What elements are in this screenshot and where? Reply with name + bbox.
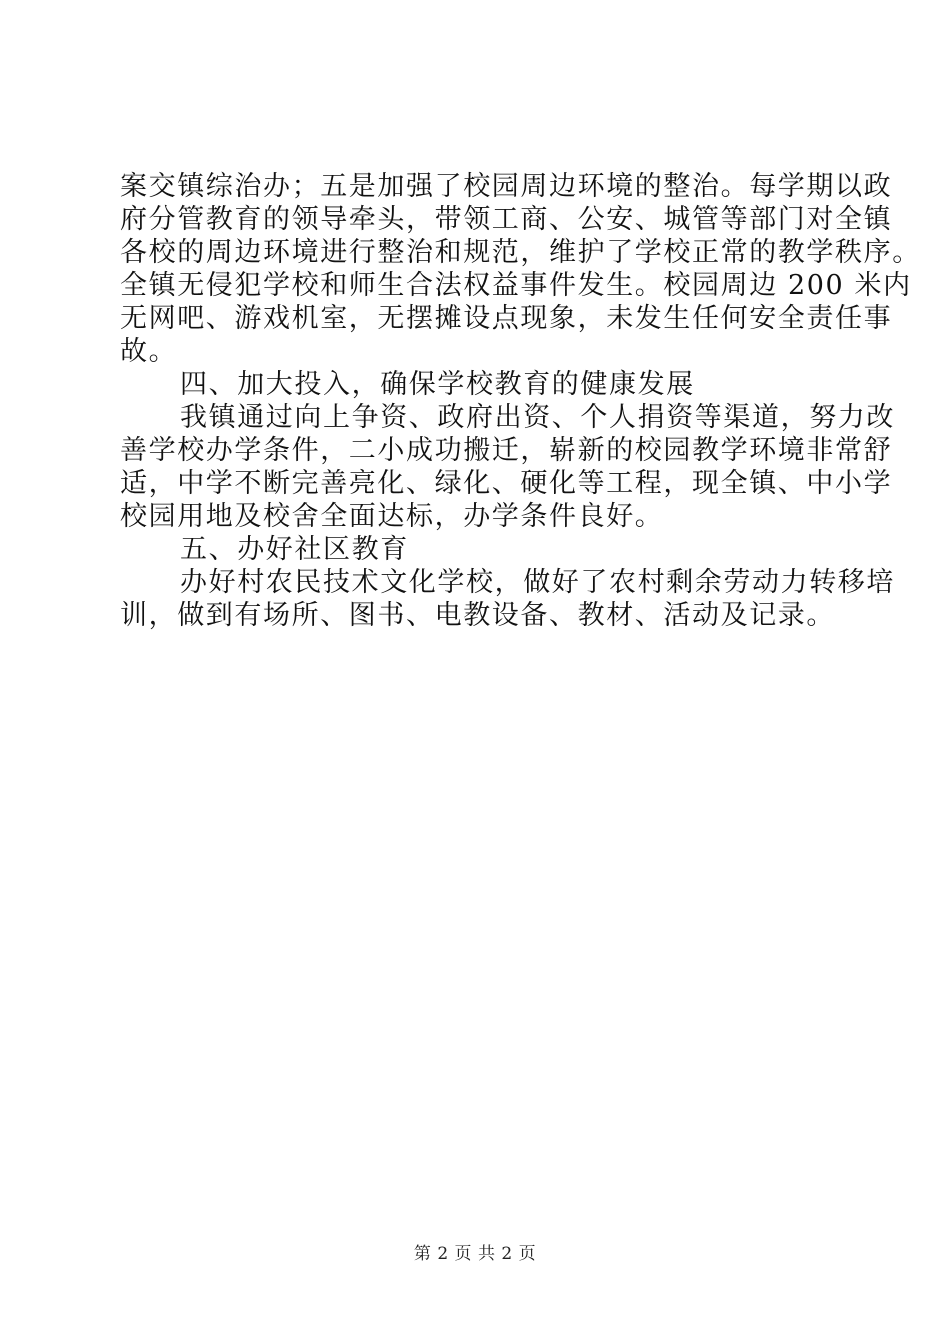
paragraph-line: 故。 [120,336,178,367]
section-heading-five: 五、办好社区教育 [180,534,409,565]
paragraph-line: 无网吧、游戏机室，无摆摊设点现象，未发生任何安全责任事 [120,303,893,334]
document-body [120,170,921,632]
paragraph-line: 适，中学不断完善亮化、绿化、硬化等工程，现全镇、中小学 [120,468,893,499]
paragraph-line: 全镇无侵犯学校和师生合法权益事件发生。校园周边 200 米内 [120,270,912,301]
paragraph-line: 府分管教育的领导牵头，带领工商、公安、城管等部门对全镇 [120,204,893,235]
paragraph-line: 办好村农民技术文化学校，做好了农村剩余劳动力转移培 [180,567,895,598]
section-heading-four: 四、加大投入，确保学校教育的健康发展 [180,369,695,400]
paragraph-line: 训，做到有场所、图书、电教设备、教材、活动及记录。 [120,600,835,631]
paragraph-line: 我镇通过向上争资、政府出资、个人捐资等渠道，努力改 [180,402,895,433]
paragraph-line: 校园用地及校舍全面达标，办学条件良好。 [120,501,664,532]
paragraph-line: 各校的周边环境进行整治和规范，维护了学校正常的教学秩序。 [120,237,921,268]
paragraph-line: 案交镇综治办；五是加强了校园周边环境的整治。每学期以政 [120,171,893,202]
page-number-footer: 第 2 页 共 2 页 [413,1244,537,1264]
paragraph-line: 善学校办学条件，二小成功搬迁，崭新的校园教学环境非常舒 [120,435,893,466]
